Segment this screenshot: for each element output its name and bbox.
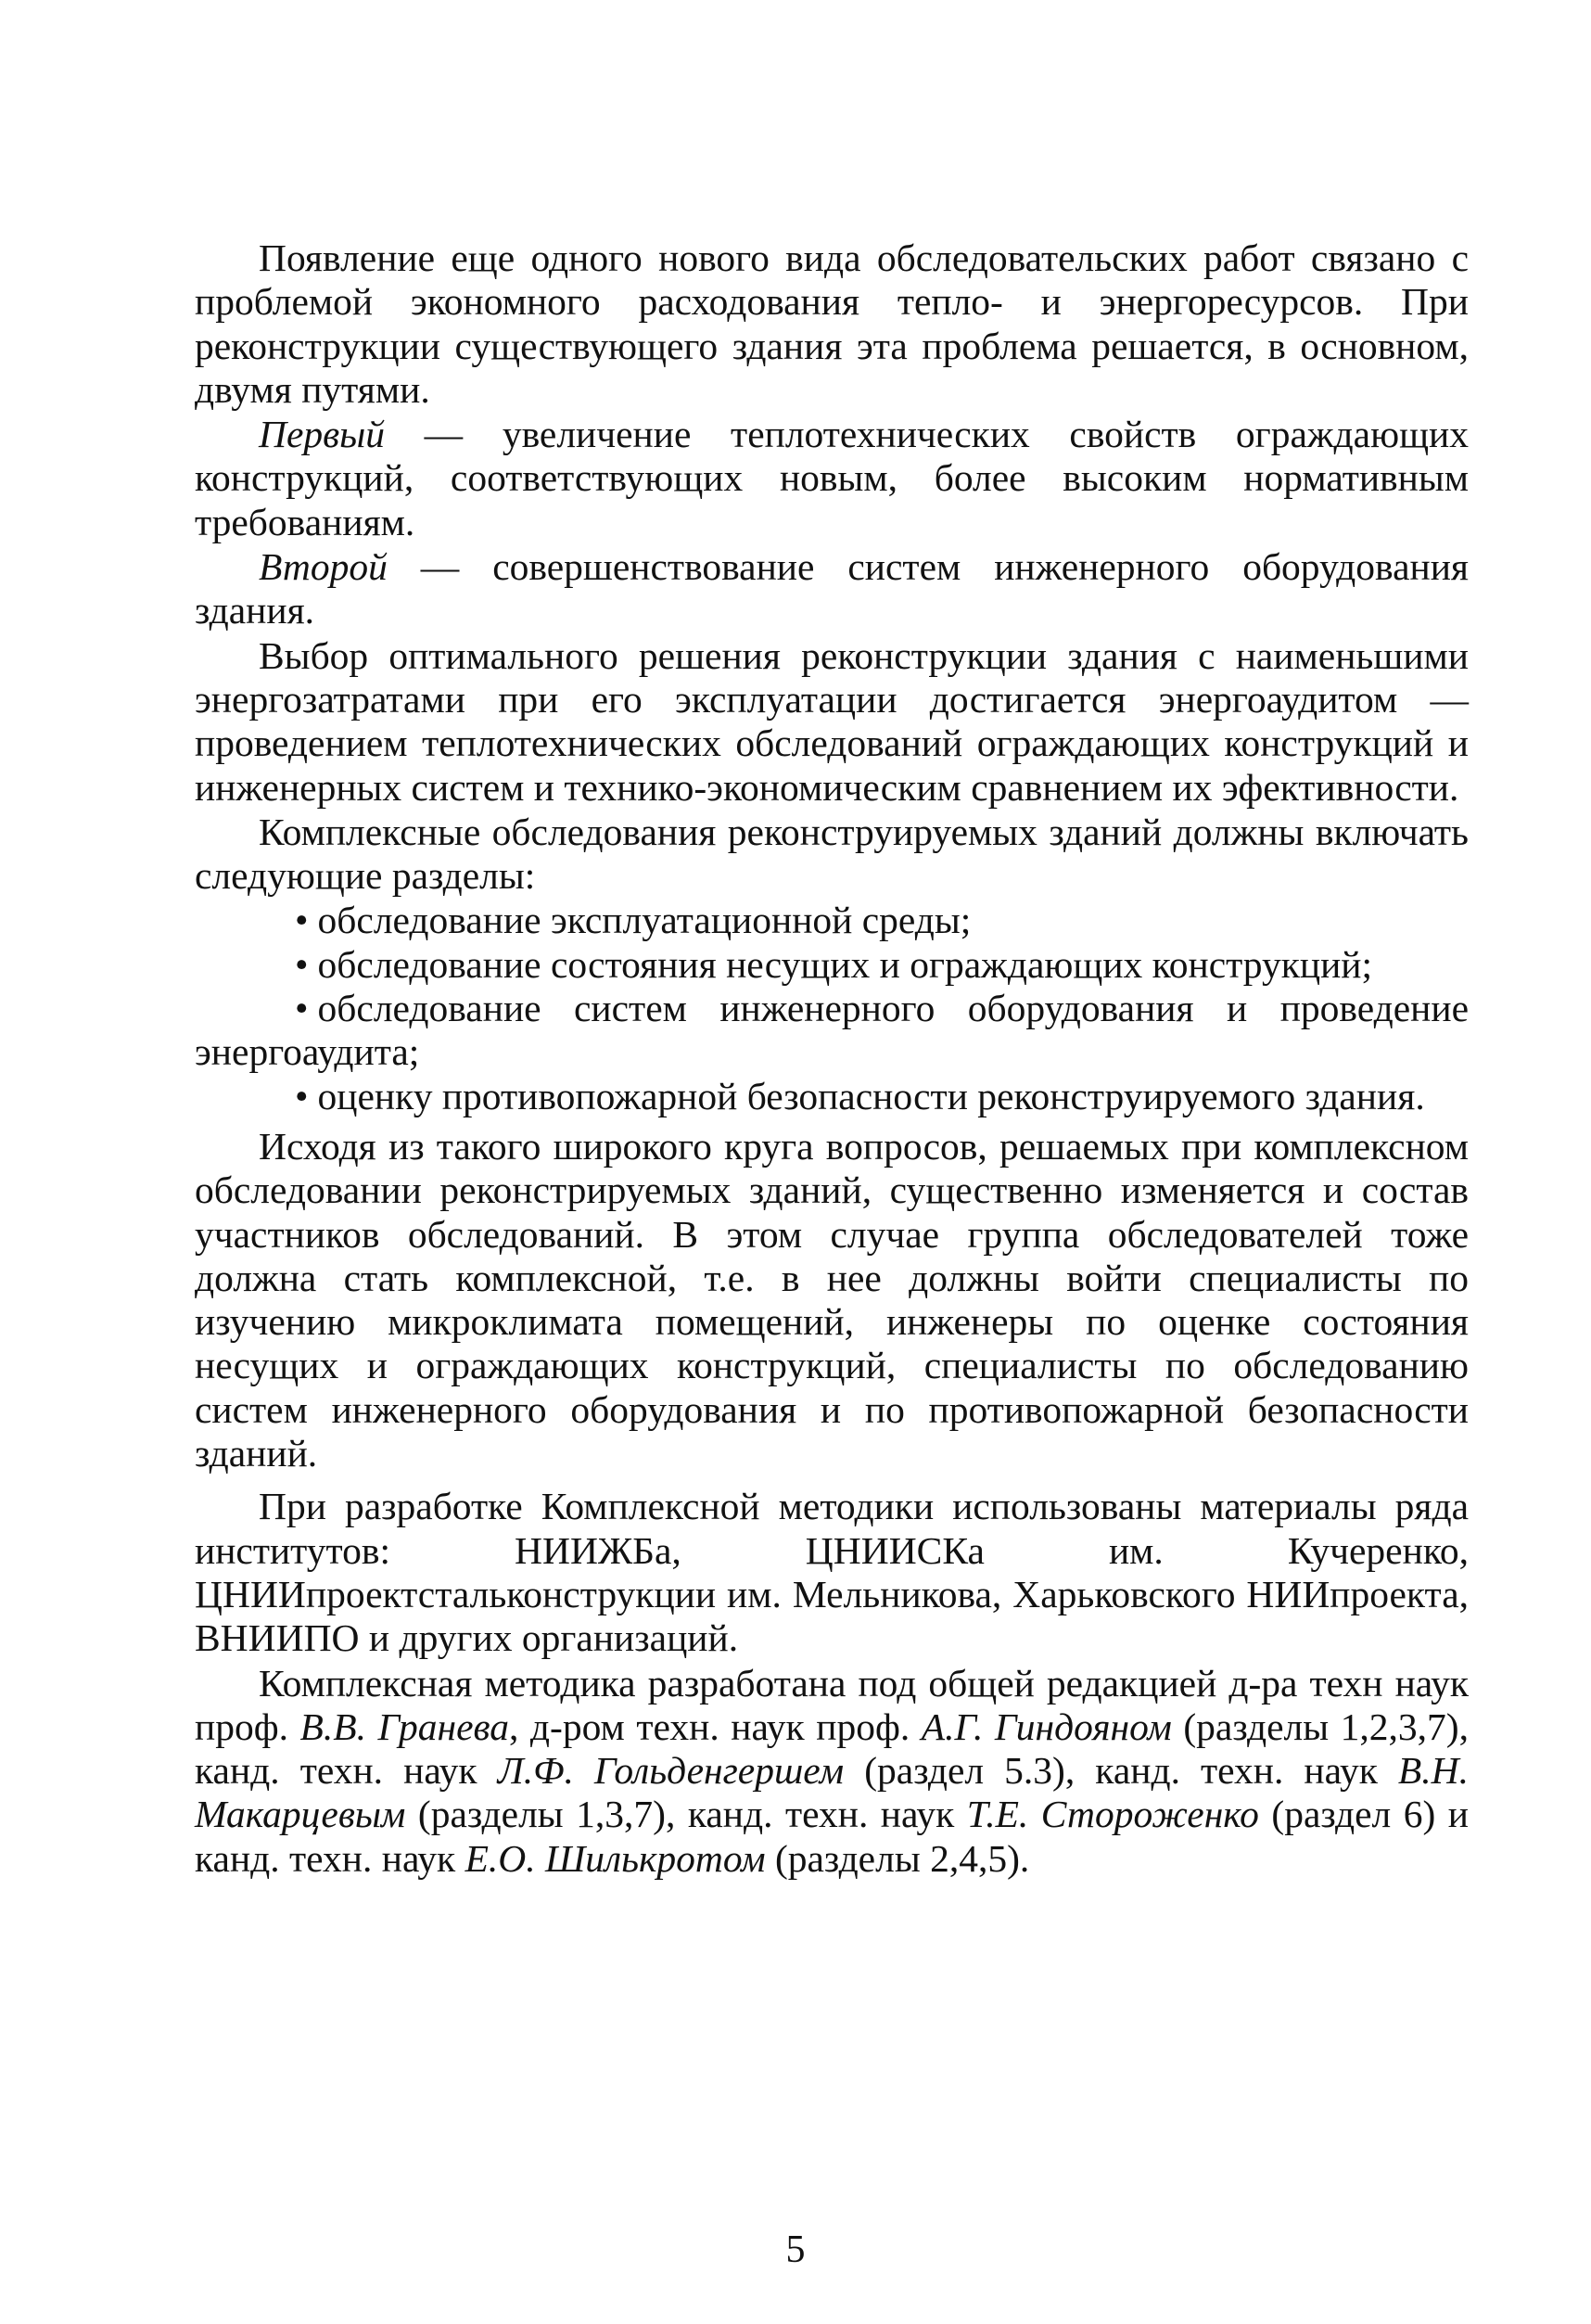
- first-way-lead: Первый: [259, 413, 386, 456]
- credits-text: , д-ром техн. наук проф.: [508, 1705, 922, 1748]
- second-way-text: — совершенствование систем инженерного оборудования здания.: [195, 545, 1469, 632]
- paragraph-energy-resources: Появление еще одного нового вида обследовательских работ связано с проблемой экономного расходования тепло- и энергоресурсов. При реконструкции существующего здания эта проблема решается, в основном, двумя путями.: [195, 236, 1469, 411]
- page-body: [195, 236, 1469, 1882]
- author-name: Л.Ф. Гольденгершем: [497, 1749, 845, 1793]
- credits-text: (разделы 1,2,3,7), канд. техн. наук: [195, 1705, 1469, 1793]
- credits-text: (разделы 1,3,7), канд. техн. наук: [405, 1793, 967, 1836]
- paragraph-credits: [195, 1662, 1469, 1881]
- list-item: [195, 899, 1469, 942]
- credits-text: (разделы 2,4,5).: [765, 1836, 1030, 1880]
- paragraph-first-way: [195, 413, 1469, 544]
- paragraph-institutes: При разработке Комплексной методики использованы материалы ряда институтов: НИИЖБа, ЦНИИСКа им. Кучеренко, ЦНИИпроектстальконструкции им. Мельникова, Харьковского НИИпроекта, ВНИИПО и других организаций.: [195, 1485, 1469, 1660]
- paragraph-energy-audit: Выбор оптимального решения реконструкции здания с наименьшими энергозатратами при его эксплуатации достигается энергоаудитом — проведением теплотехнических обследований ограждающих конструкций и инженерных систем и технико-экономическим сравнением их эфективности.: [195, 633, 1469, 809]
- list-item-text: обследование эксплуатационной среды;: [317, 899, 972, 942]
- author-name: А.Г. Гиндояном: [921, 1705, 1172, 1748]
- list-item-text: обследование состояния несущих и ограждающих конструкций;: [317, 942, 1373, 986]
- list-item-text: оценку противопожарной безопасности реконструируемого здания.: [317, 1074, 1425, 1117]
- credits-text: (раздел 6) и канд. техн. наук: [195, 1793, 1470, 1880]
- author-name: Т.Е. Стороженко: [966, 1793, 1259, 1836]
- page-number: 5: [785, 2228, 806, 2271]
- bullet-icon: •: [295, 899, 309, 942]
- bullet-icon: •: [295, 1074, 309, 1117]
- credits-text: (раздел 5.3), канд. техн. наук: [844, 1749, 1398, 1793]
- survey-sections-list: [195, 899, 1469, 1117]
- first-way-text: — увеличение теплотехнических свойств ограждающих конструкций, соответствующих новым, более высоким нормативным требованиям.: [195, 413, 1469, 543]
- list-item: [195, 987, 1469, 1075]
- credits-text: Комплексная методика разработана под общей редакцией д-ра техн наук проф.: [195, 1661, 1469, 1748]
- list-item: [195, 943, 1469, 987]
- paragraph-survey-sections: Комплексные обследования реконструируемых зданий должны включать следующие разделы:: [195, 810, 1469, 898]
- author-name: В.В. Гранева: [299, 1705, 509, 1748]
- bullet-icon: •: [295, 987, 309, 1030]
- author-name: Е.О. Шилькротом: [465, 1836, 766, 1880]
- author-name: В.Н. Макарцевым: [195, 1749, 1469, 1836]
- second-way-lead: Второй: [259, 545, 388, 589]
- list-item: [195, 1075, 1469, 1118]
- paragraph-survey-team: Исходя из такого широкого круга вопросов, решаемых при комплексном обследовании реконстрируемых зданий, существенно изменяется и состав участников обследований. В этом случае группа обследователей тоже должна стать комплексной, т.е. в нее должны войти специалисты по изучению микроклимата помещений, инженеры по оценке состояния несущих и ограждающих конструкций, специалисты по обследованию систем инженерного оборудования и по противопожарной безопасности зданий.: [195, 1124, 1469, 1475]
- paragraph-second-way: [195, 545, 1469, 633]
- list-item-text: обследование систем инженерного оборудования и проведение энергоаудита;: [195, 987, 1469, 1074]
- bullet-icon: •: [295, 942, 309, 986]
